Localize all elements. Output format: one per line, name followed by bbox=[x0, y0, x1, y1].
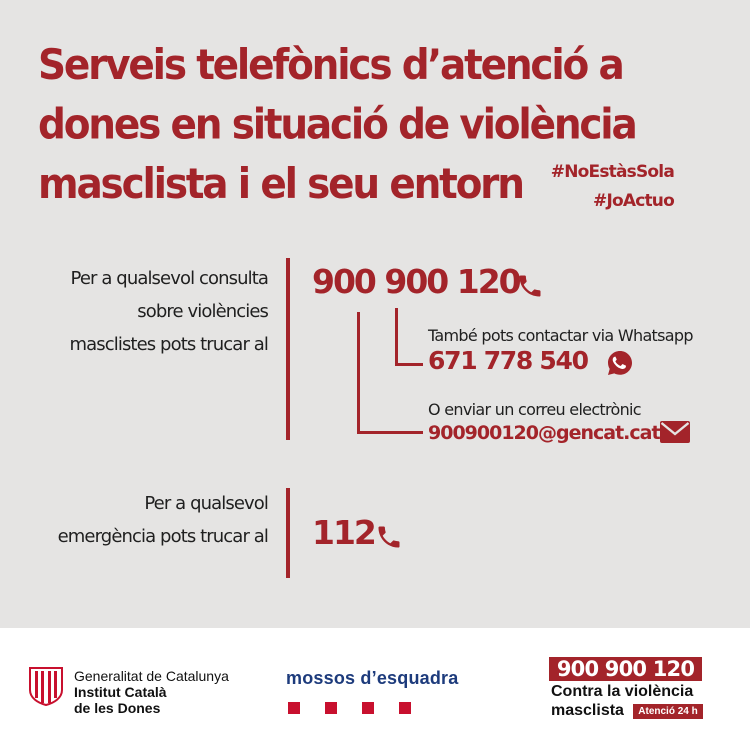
mossos-square-4 bbox=[399, 702, 411, 714]
emergency-line-2: emergència pots trucar al bbox=[57, 526, 268, 547]
envelope-icon[interactable] bbox=[660, 421, 690, 443]
consultation-text bbox=[70, 262, 269, 361]
whatsapp-label: També pots contactar via Whatsapp bbox=[428, 326, 693, 345]
hashtags bbox=[551, 158, 674, 216]
generalitat-text bbox=[74, 668, 229, 716]
emergency-line-1: Per a qualsevol bbox=[144, 493, 268, 514]
consultation-phone-number[interactable]: 900 900 120 bbox=[312, 262, 520, 301]
generalitat-logo-icon bbox=[27, 666, 65, 706]
hotline-number[interactable]: 900 900 120 bbox=[549, 657, 702, 681]
title-line-3: masclista i el seu entorn bbox=[38, 160, 523, 209]
institut-name-line-1: Institut Català bbox=[74, 684, 167, 700]
email-label: O enviar un correu electrònic bbox=[428, 400, 641, 419]
institut-name-line-2: de les Dones bbox=[74, 700, 161, 716]
title-line-2: dones en situació de violència bbox=[38, 100, 636, 150]
consultation-line-3: masclistes pots trucar al bbox=[69, 334, 268, 355]
divider-emergency bbox=[286, 488, 290, 578]
consultation-line-2: sobre violències bbox=[137, 301, 268, 322]
hotline-line-2: masclista bbox=[551, 702, 624, 719]
phone-icon[interactable] bbox=[516, 272, 544, 300]
whatsapp-icon[interactable] bbox=[606, 349, 634, 377]
mossos-square-2 bbox=[325, 702, 337, 714]
emergency-text bbox=[58, 487, 268, 553]
hotline-line-1: Contra la violència bbox=[551, 683, 694, 700]
hotline-badge: Atenció 24 h bbox=[633, 704, 703, 719]
phone-icon[interactable] bbox=[375, 523, 403, 551]
generalitat-name: Generalitat de Catalunya bbox=[74, 668, 229, 684]
hashtag-no-estas-sola[interactable]: #NoEstàsSola bbox=[550, 162, 674, 182]
email-address[interactable]: 900900120@gencat.cat bbox=[428, 422, 660, 444]
hashtag-jo-actuo[interactable]: #JoActuo bbox=[593, 191, 674, 211]
title-line-1: Serveis telefònics d’atenció a bbox=[38, 41, 623, 90]
connector-whatsapp-vertical bbox=[395, 308, 398, 366]
mossos-square-1 bbox=[288, 702, 300, 714]
mossos-square-3 bbox=[362, 702, 374, 714]
connector-whatsapp-horizontal bbox=[395, 363, 423, 366]
emergency-phone-number[interactable]: 112 bbox=[312, 513, 375, 552]
connector-email-horizontal bbox=[357, 431, 423, 434]
divider-consultation bbox=[286, 258, 290, 440]
consultation-line-1: Per a qualsevol consulta bbox=[70, 268, 268, 289]
whatsapp-number[interactable]: 671 778 540 bbox=[428, 346, 588, 375]
connector-email-vertical bbox=[357, 312, 360, 434]
mossos-logo-text: mossos d’esquadra bbox=[286, 668, 459, 688]
